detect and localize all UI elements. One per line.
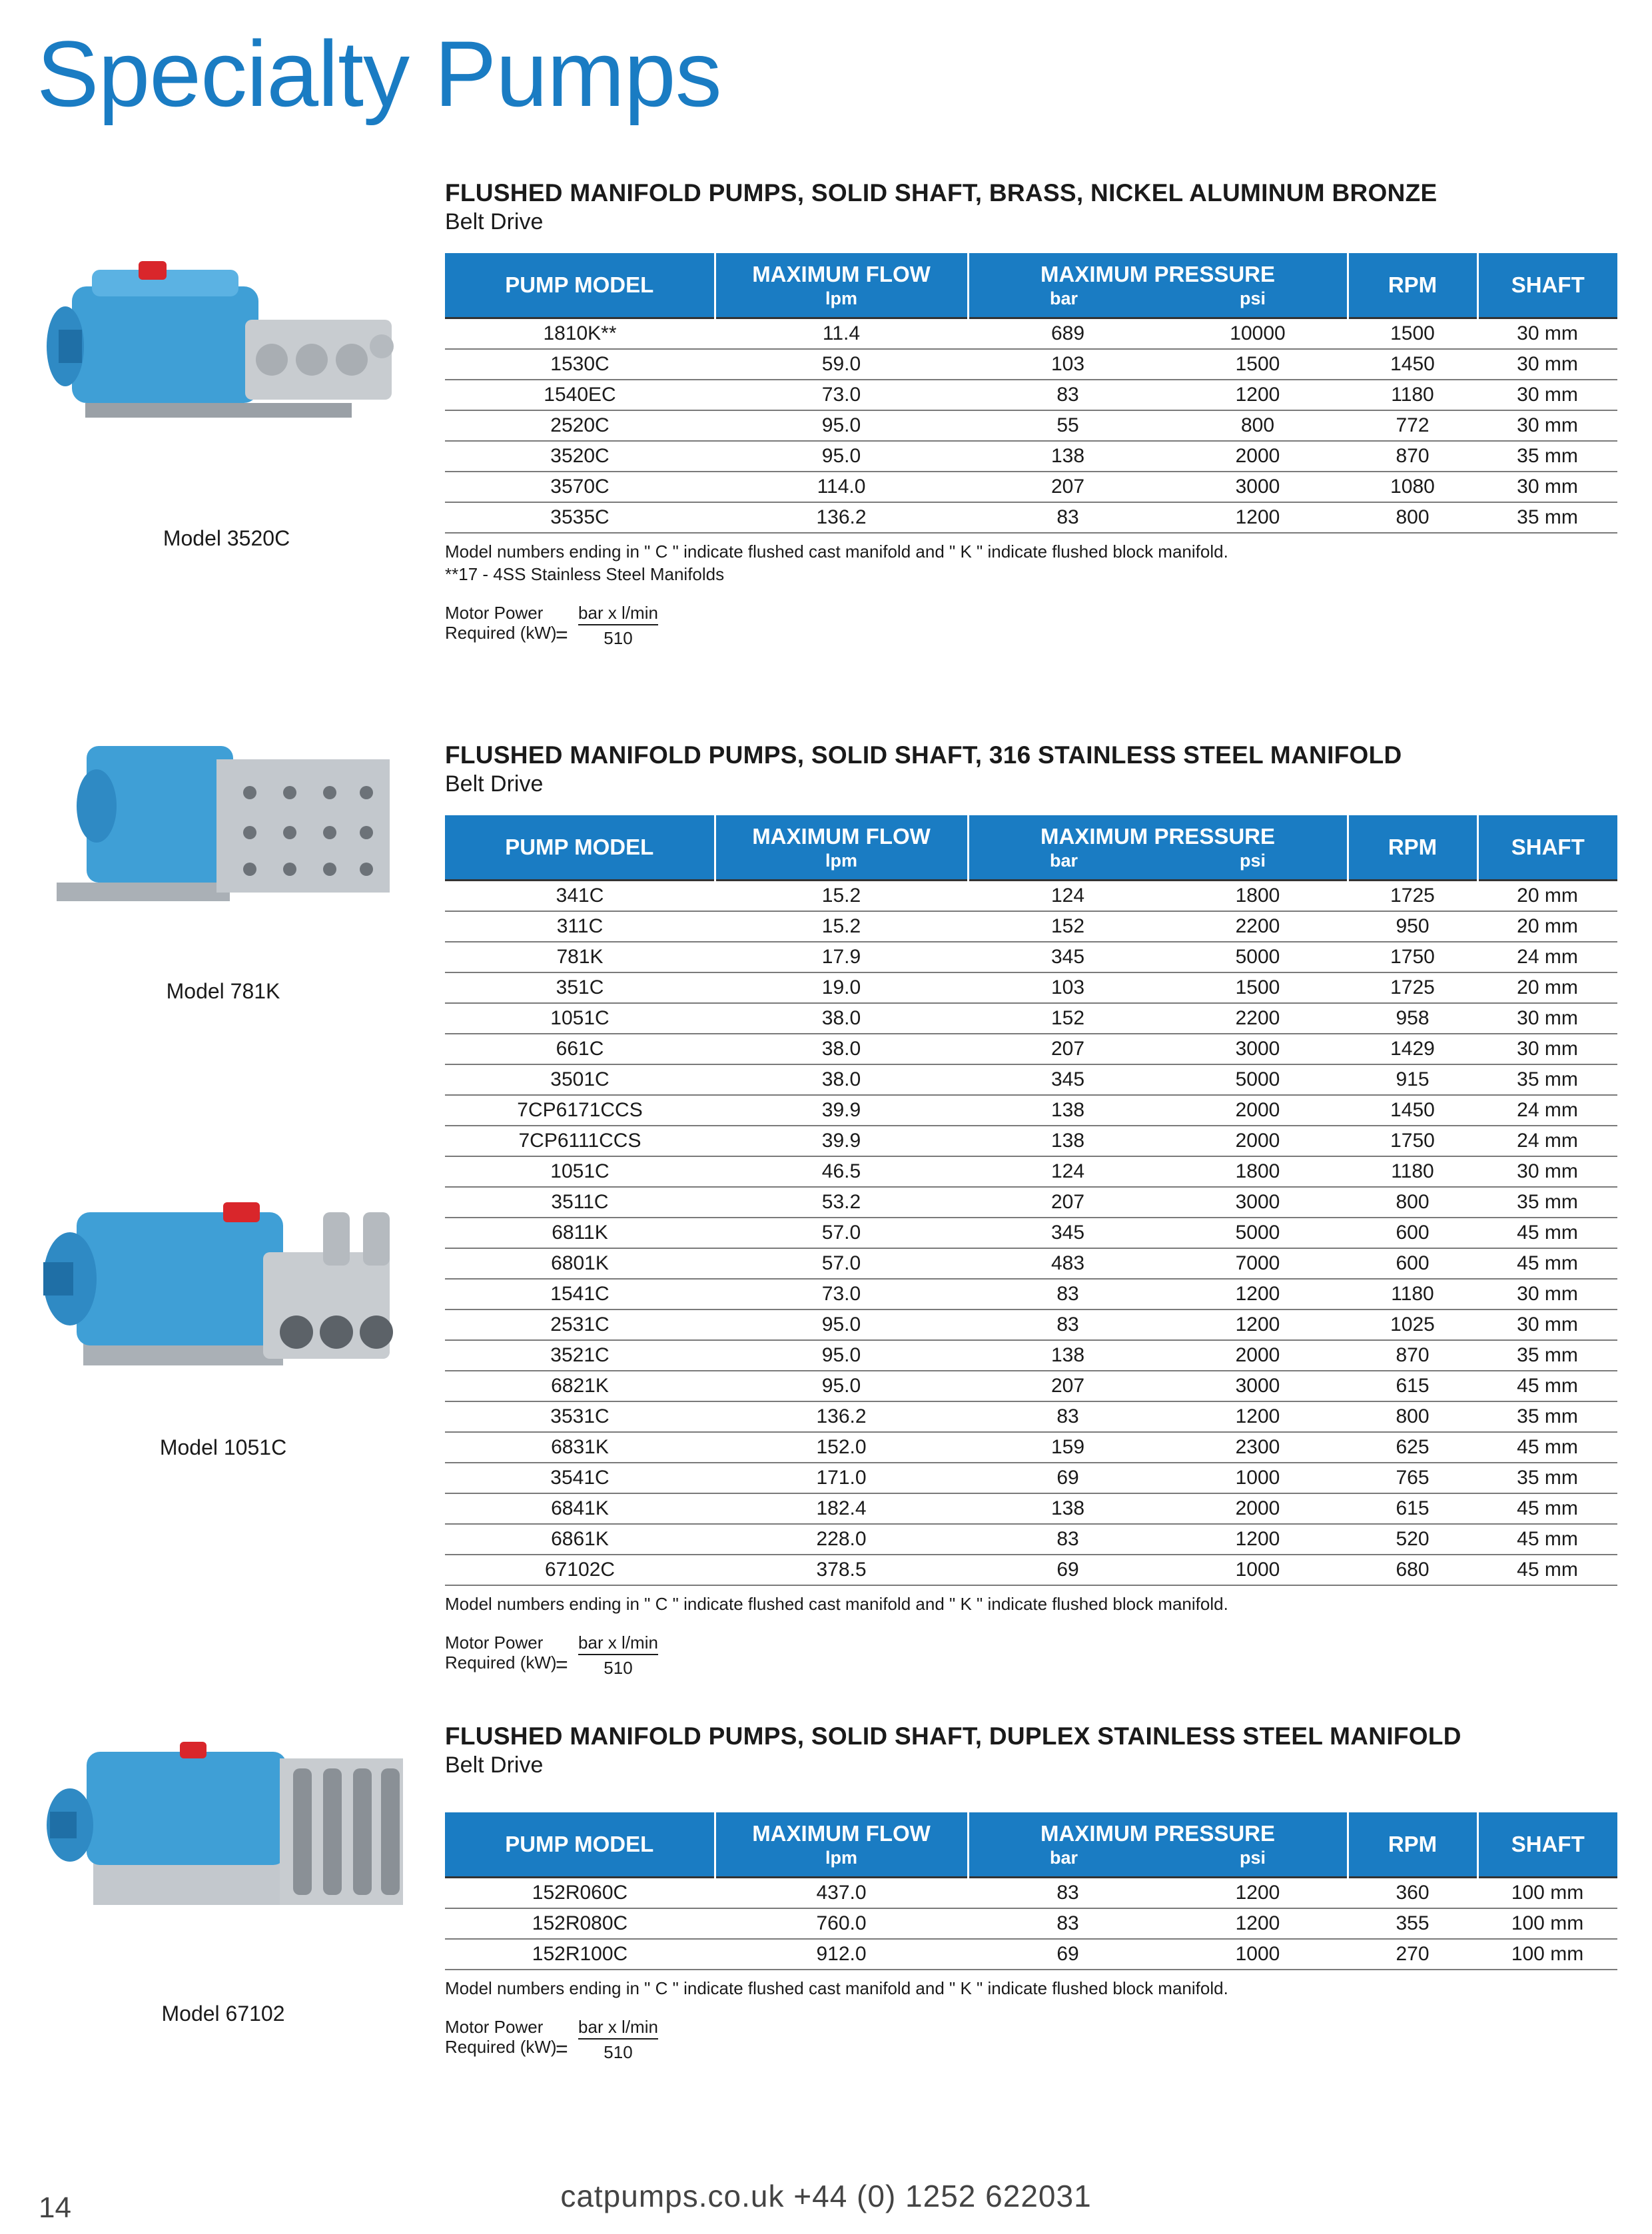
- table-row: [445, 1340, 1617, 1371]
- table-cell: 355: [1348, 1908, 1477, 1939]
- table-cell: 1180: [1348, 1279, 1477, 1309]
- table-row: [445, 410, 1617, 441]
- table-cell: 345: [968, 1064, 1168, 1095]
- table-cell: 2520C: [445, 410, 715, 441]
- table-cell: 45 mm: [1477, 1432, 1617, 1463]
- table-cell: 100 mm: [1477, 1939, 1617, 1970]
- table-cell: 1530C: [445, 349, 715, 380]
- table-cell: 83: [968, 1908, 1168, 1939]
- table-cell: 2531C: [445, 1309, 715, 1340]
- table-cell: 45 mm: [1477, 1493, 1617, 1524]
- table-cell: 53.2: [715, 1187, 968, 1218]
- table-cell: 5000: [1168, 1064, 1348, 1095]
- table-cell: 625: [1348, 1432, 1477, 1463]
- table-cell: 73.0: [715, 380, 968, 410]
- table-cell: 781K: [445, 942, 715, 972]
- table-cell: 5000: [1168, 942, 1348, 972]
- table-row: [445, 380, 1617, 410]
- table-cell: 171.0: [715, 1463, 968, 1493]
- table-cell: 1810K**: [445, 318, 715, 350]
- table-cell: 378.5: [715, 1555, 968, 1585]
- table-cell: 35 mm: [1477, 1401, 1617, 1432]
- table-row: [445, 1401, 1617, 1432]
- table-cell: 83: [968, 1878, 1168, 1909]
- table-cell: 17.9: [715, 942, 968, 972]
- table-cell: 35 mm: [1477, 441, 1617, 472]
- table-cell: 1750: [1348, 1126, 1477, 1156]
- header-max-flow: MAXIMUM FLOW lpm: [715, 253, 968, 318]
- table-cell: 138: [968, 1126, 1168, 1156]
- table-cell: 152: [968, 911, 1168, 942]
- table-cell: 182.4: [715, 1493, 968, 1524]
- pump-section-316-stainless: [445, 741, 1617, 1692]
- section-subtitle: Belt Drive: [445, 209, 544, 234]
- header-max-pressure: MAXIMUM PRESSURE bar psi: [968, 253, 1348, 318]
- pump-table: [445, 253, 1617, 534]
- table-cell: 95.0: [715, 1340, 968, 1371]
- table-cell: 19.0: [715, 972, 968, 1003]
- table-cell: 3511C: [445, 1187, 715, 1218]
- table-cell: 207: [968, 1187, 1168, 1218]
- motor-power-formula: Motor Power Required (kW) = bar x l/min 510: [445, 2017, 658, 2062]
- table-cell: 83: [968, 1309, 1168, 1340]
- table-cell: 45 mm: [1477, 1555, 1617, 1585]
- table-cell: 35 mm: [1477, 1187, 1617, 1218]
- table-cell: 3000: [1168, 472, 1348, 502]
- table-cell: 69: [968, 1463, 1168, 1493]
- table-cell: 870: [1348, 1340, 1477, 1371]
- pump-section-brass: [445, 179, 1617, 663]
- table-cell: 152R080C: [445, 1908, 715, 1939]
- table-row: [445, 1939, 1617, 1970]
- table-cell: 103: [968, 349, 1168, 380]
- table-row: [445, 972, 1617, 1003]
- table-row: [445, 1187, 1617, 1218]
- table-cell: 800: [1168, 410, 1348, 441]
- table-cell: 345: [968, 942, 1168, 972]
- table-cell: 124: [968, 881, 1168, 912]
- header-shaft: SHAFT: [1477, 815, 1617, 881]
- header-rpm: RPM: [1348, 1812, 1477, 1878]
- table-cell: 207: [968, 472, 1168, 502]
- table-cell: 360: [1348, 1878, 1477, 1909]
- table-cell: 95.0: [715, 1371, 968, 1401]
- table-cell: 600: [1348, 1248, 1477, 1279]
- table-cell: 24 mm: [1477, 942, 1617, 972]
- table-cell: 1200: [1168, 380, 1348, 410]
- table-row: [445, 1555, 1617, 1585]
- header-pump-model: PUMP MODEL: [445, 815, 715, 881]
- table-cell: 45 mm: [1477, 1371, 1617, 1401]
- table-row: [445, 881, 1617, 912]
- pump-image-781k: [57, 733, 403, 913]
- table-cell: 159: [968, 1432, 1168, 1463]
- section-title: FLUSHED MANIFOLD PUMPS, SOLID SHAFT, 316 STAINLESS STEEL MANIFOLD: [445, 741, 1402, 769]
- motor-power-formula: Motor Power Required (kW) = bar x l/min 510: [445, 1633, 658, 1678]
- table-cell: 341C: [445, 881, 715, 912]
- table-cell: 35 mm: [1477, 1064, 1617, 1095]
- table-cell: 20 mm: [1477, 911, 1617, 942]
- table-cell: 1429: [1348, 1034, 1477, 1064]
- table-cell: 1500: [1168, 349, 1348, 380]
- table-cell: 1500: [1348, 318, 1477, 350]
- table-cell: 7000: [1168, 1248, 1348, 1279]
- table-cell: 7CP6171CCS: [445, 1095, 715, 1126]
- table-cell: 3531C: [445, 1401, 715, 1432]
- table-cell: 138: [968, 1493, 1168, 1524]
- table-cell: 46.5: [715, 1156, 968, 1187]
- table-cell: 2000: [1168, 1493, 1348, 1524]
- pump-image-1051c: [37, 1172, 410, 1392]
- header-shaft: SHAFT: [1477, 1812, 1617, 1878]
- table-row: [445, 1908, 1617, 1939]
- table-row: [445, 942, 1617, 972]
- table-cell: 6821K: [445, 1371, 715, 1401]
- table-cell: 136.2: [715, 502, 968, 533]
- table-cell: 661C: [445, 1034, 715, 1064]
- table-cell: 6801K: [445, 1248, 715, 1279]
- table-cell: 57.0: [715, 1218, 968, 1248]
- table-cell: 30 mm: [1477, 1156, 1617, 1187]
- table-cell: 689: [968, 318, 1168, 350]
- table-cell: 15.2: [715, 911, 968, 942]
- table-cell: 39.9: [715, 1095, 968, 1126]
- table-cell: 6861K: [445, 1524, 715, 1555]
- table-cell: 772: [1348, 410, 1477, 441]
- table-cell: 136.2: [715, 1401, 968, 1432]
- table-cell: 915: [1348, 1064, 1477, 1095]
- header-rpm: RPM: [1348, 253, 1477, 318]
- table-cell: 800: [1348, 1401, 1477, 1432]
- table-cell: 1541C: [445, 1279, 715, 1309]
- table-cell: 1200: [1168, 1908, 1348, 1939]
- table-cell: 1200: [1168, 1878, 1348, 1909]
- table-cell: 1450: [1348, 1095, 1477, 1126]
- table-note: **17 - 4SS Stainless Steel Manifolds: [445, 564, 725, 584]
- table-cell: 138: [968, 441, 1168, 472]
- table-cell: 6811K: [445, 1218, 715, 1248]
- table-cell: 152: [968, 1003, 1168, 1034]
- table-cell: 152R100C: [445, 1939, 715, 1970]
- table-cell: 3520C: [445, 441, 715, 472]
- table-cell: 24 mm: [1477, 1126, 1617, 1156]
- table-row: [445, 1878, 1617, 1909]
- table-cell: 1450: [1348, 349, 1477, 380]
- table-cell: 958: [1348, 1003, 1477, 1034]
- table-cell: 95.0: [715, 410, 968, 441]
- table-cell: 38.0: [715, 1003, 968, 1034]
- table-note: Model numbers ending in " C " indicate flushed cast manifold and " K " indicate flushed block manifold.: [445, 542, 1228, 561]
- table-row: [445, 1126, 1617, 1156]
- footer-contact: catpumps.co.uk +44 (0) 1252 622031: [560, 2179, 1092, 2213]
- table-cell: 67102C: [445, 1555, 715, 1585]
- table-cell: 45 mm: [1477, 1218, 1617, 1248]
- table-cell: 83: [968, 502, 1168, 533]
- header-max-pressure: MAXIMUM PRESSURE bar psi: [968, 1812, 1348, 1878]
- table-cell: 138: [968, 1095, 1168, 1126]
- table-cell: 35 mm: [1477, 502, 1617, 533]
- table-cell: 3000: [1168, 1034, 1348, 1064]
- table-cell: 1000: [1168, 1463, 1348, 1493]
- table-cell: 11.4: [715, 318, 968, 350]
- table-cell: 1200: [1168, 1309, 1348, 1340]
- header-rpm: RPM: [1348, 815, 1477, 881]
- table-note: Model numbers ending in " C " indicate flushed cast manifold and " K " indicate flushed block manifold.: [445, 1978, 1228, 1998]
- table-cell: 2200: [1168, 911, 1348, 942]
- table-cell: 20 mm: [1477, 881, 1617, 912]
- table-cell: 311C: [445, 911, 715, 942]
- table-cell: 950: [1348, 911, 1477, 942]
- table-cell: 39.9: [715, 1126, 968, 1156]
- table-cell: 3000: [1168, 1187, 1348, 1218]
- table-cell: 207: [968, 1371, 1168, 1401]
- header-max-pressure: MAXIMUM PRESSURE bar psi: [968, 815, 1348, 881]
- pump-section-duplex-stainless: [445, 1722, 1617, 2077]
- table-cell: 870: [1348, 441, 1477, 472]
- table-cell: 1500: [1168, 972, 1348, 1003]
- table-cell: 30 mm: [1477, 380, 1617, 410]
- table-cell: 138: [968, 1340, 1168, 1371]
- table-cell: 30 mm: [1477, 472, 1617, 502]
- table-cell: 1180: [1348, 380, 1477, 410]
- table-cell: 38.0: [715, 1064, 968, 1095]
- table-cell: 20 mm: [1477, 972, 1617, 1003]
- table-row: [445, 1034, 1617, 1064]
- header-max-flow: MAXIMUM FLOW lpm: [715, 1812, 968, 1878]
- table-row: [445, 911, 1617, 942]
- table-row: [445, 1064, 1617, 1095]
- table-cell: 95.0: [715, 441, 968, 472]
- table-cell: 2200: [1168, 1003, 1348, 1034]
- table-cell: 2000: [1168, 1340, 1348, 1371]
- table-cell: 270: [1348, 1939, 1477, 1970]
- table-cell: 1080: [1348, 472, 1477, 502]
- pump-image-67102: [40, 1732, 413, 1918]
- table-cell: 1051C: [445, 1156, 715, 1187]
- table-cell: 765: [1348, 1463, 1477, 1493]
- table-row: [445, 1248, 1617, 1279]
- table-cell: 114.0: [715, 472, 968, 502]
- table-cell: 1725: [1348, 881, 1477, 912]
- table-cell: 1000: [1168, 1555, 1348, 1585]
- table-cell: 24 mm: [1477, 1095, 1617, 1126]
- table-cell: 5000: [1168, 1218, 1348, 1248]
- table-cell: 30 mm: [1477, 349, 1617, 380]
- table-cell: 207: [968, 1034, 1168, 1064]
- table-cell: 1180: [1348, 1156, 1477, 1187]
- table-cell: 345: [968, 1218, 1168, 1248]
- table-cell: 30 mm: [1477, 1279, 1617, 1309]
- section-title: FLUSHED MANIFOLD PUMPS, SOLID SHAFT, BRASS, NICKEL ALUMINUM BRONZE: [445, 179, 1438, 206]
- table-cell: 615: [1348, 1493, 1477, 1524]
- page-number: 14: [39, 2191, 71, 2224]
- table-cell: 6841K: [445, 1493, 715, 1524]
- table-cell: 1800: [1168, 881, 1348, 912]
- table-row: [445, 502, 1617, 533]
- table-row: [445, 1463, 1617, 1493]
- table-cell: 7CP6111CCS: [445, 1126, 715, 1156]
- pump-table: [445, 1812, 1617, 1970]
- table-cell: 95.0: [715, 1309, 968, 1340]
- table-row: [445, 1003, 1617, 1034]
- table-cell: 55: [968, 410, 1168, 441]
- section-subtitle: Belt Drive: [445, 771, 544, 797]
- table-cell: 483: [968, 1248, 1168, 1279]
- table-cell: 3501C: [445, 1064, 715, 1095]
- motor-power-formula: Motor Power Required (kW) = bar x l/min 510: [445, 603, 658, 648]
- table-row: [445, 472, 1617, 502]
- table-row: [445, 349, 1617, 380]
- image-caption: Model 3520C: [163, 526, 290, 550]
- table-cell: 3521C: [445, 1340, 715, 1371]
- table-cell: 800: [1348, 502, 1477, 533]
- table-row: [445, 441, 1617, 472]
- table-row: [445, 1432, 1617, 1463]
- table-cell: 69: [968, 1555, 1168, 1585]
- image-caption: Model 67102: [161, 2002, 285, 2026]
- table-cell: 152.0: [715, 1432, 968, 1463]
- table-cell: 1200: [1168, 1279, 1348, 1309]
- table-cell: 3570C: [445, 472, 715, 502]
- table-cell: 1200: [1168, 1524, 1348, 1555]
- table-cell: 83: [968, 380, 1168, 410]
- table-cell: 1000: [1168, 1939, 1348, 1970]
- table-cell: 3535C: [445, 502, 715, 533]
- section-title: FLUSHED MANIFOLD PUMPS, SOLID SHAFT, DUPLEX STAINLESS STEEL MANIFOLD: [445, 1722, 1461, 1750]
- table-cell: 1025: [1348, 1309, 1477, 1340]
- table-cell: 1540EC: [445, 380, 715, 410]
- table-row: [445, 1095, 1617, 1126]
- table-cell: 30 mm: [1477, 1003, 1617, 1034]
- section-subtitle: Belt Drive: [445, 1752, 544, 1778]
- table-cell: 600: [1348, 1218, 1477, 1248]
- table-cell: 520: [1348, 1524, 1477, 1555]
- table-cell: 30 mm: [1477, 1309, 1617, 1340]
- table-cell: 2000: [1168, 441, 1348, 472]
- table-row: [445, 1218, 1617, 1248]
- table-cell: 2000: [1168, 1095, 1348, 1126]
- table-cell: 35 mm: [1477, 1340, 1617, 1371]
- pump-table: [445, 815, 1617, 1586]
- table-row: [445, 1524, 1617, 1555]
- table-cell: 2300: [1168, 1432, 1348, 1463]
- table-cell: 760.0: [715, 1908, 968, 1939]
- table-row: [445, 1156, 1617, 1187]
- table-cell: 15.2: [715, 881, 968, 912]
- table-cell: 1200: [1168, 1401, 1348, 1432]
- header-max-flow: MAXIMUM FLOW lpm: [715, 815, 968, 881]
- pump-image-3520c: [45, 246, 418, 440]
- table-cell: 103: [968, 972, 1168, 1003]
- table-cell: 10000: [1168, 318, 1348, 350]
- table-cell: 912.0: [715, 1939, 968, 1970]
- table-cell: 73.0: [715, 1279, 968, 1309]
- table-cell: 83: [968, 1279, 1168, 1309]
- table-cell: 124: [968, 1156, 1168, 1187]
- table-cell: 437.0: [715, 1878, 968, 1909]
- table-cell: 680: [1348, 1555, 1477, 1585]
- header-pump-model: PUMP MODEL: [445, 1812, 715, 1878]
- table-cell: 30 mm: [1477, 1034, 1617, 1064]
- table-note: Model numbers ending in " C " indicate flushed cast manifold and " K " indicate flushed block manifold.: [445, 1594, 1228, 1614]
- header-shaft: SHAFT: [1477, 253, 1617, 318]
- table-cell: 59.0: [715, 349, 968, 380]
- table-cell: 6831K: [445, 1432, 715, 1463]
- table-cell: 45 mm: [1477, 1248, 1617, 1279]
- table-cell: 1800: [1168, 1156, 1348, 1187]
- image-caption: Model 1051C: [159, 1435, 287, 1459]
- table-cell: 83: [968, 1524, 1168, 1555]
- table-cell: 100 mm: [1477, 1908, 1617, 1939]
- table-cell: 1200: [1168, 502, 1348, 533]
- table-cell: 35 mm: [1477, 1463, 1617, 1493]
- table-cell: 83: [968, 1401, 1168, 1432]
- table-cell: 228.0: [715, 1524, 968, 1555]
- table-cell: 69: [968, 1939, 1168, 1970]
- table-cell: 351C: [445, 972, 715, 1003]
- table-cell: 30 mm: [1477, 318, 1617, 350]
- table-cell: 45 mm: [1477, 1524, 1617, 1555]
- table-cell: 615: [1348, 1371, 1477, 1401]
- table-row: [445, 1371, 1617, 1401]
- table-row: [445, 1279, 1617, 1309]
- table-cell: 1051C: [445, 1003, 715, 1034]
- page-title: Specialty Pumps: [37, 21, 721, 126]
- image-caption: Model 781K: [166, 979, 280, 1003]
- table-cell: 1725: [1348, 972, 1477, 1003]
- table-row: [445, 318, 1617, 350]
- table-cell: 1750: [1348, 942, 1477, 972]
- table-row: [445, 1309, 1617, 1340]
- table-cell: 30 mm: [1477, 410, 1617, 441]
- table-cell: 57.0: [715, 1248, 968, 1279]
- header-pump-model: PUMP MODEL: [445, 253, 715, 318]
- table-cell: 100 mm: [1477, 1878, 1617, 1909]
- table-cell: 3541C: [445, 1463, 715, 1493]
- table-cell: 2000: [1168, 1126, 1348, 1156]
- table-cell: 38.0: [715, 1034, 968, 1064]
- table-cell: 152R060C: [445, 1878, 715, 1909]
- table-cell: 800: [1348, 1187, 1477, 1218]
- table-row: [445, 1493, 1617, 1524]
- table-cell: 3000: [1168, 1371, 1348, 1401]
